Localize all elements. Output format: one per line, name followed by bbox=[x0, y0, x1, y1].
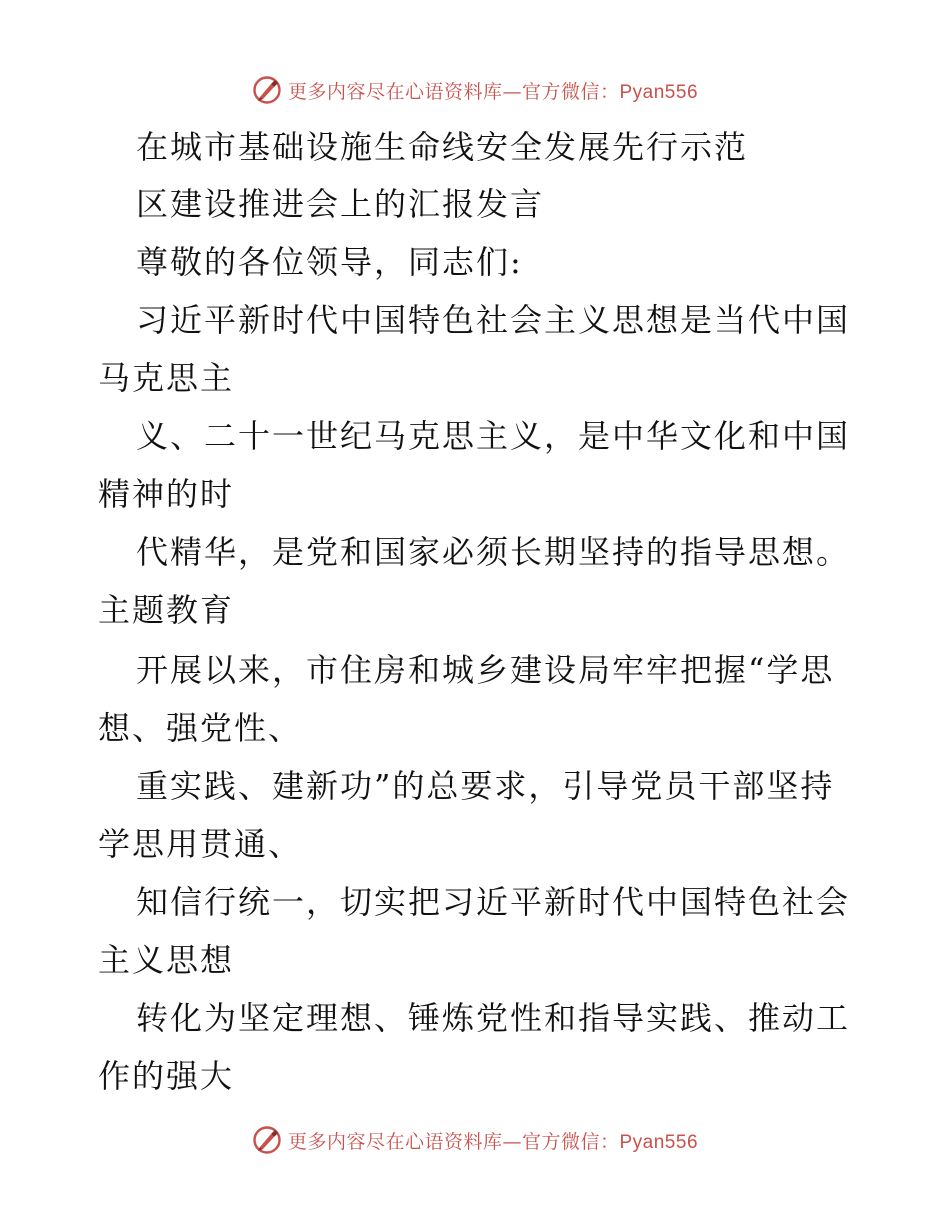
paragraph-line: 马克思主 bbox=[98, 359, 235, 397]
paragraph-line: 转化为坚定理想、锤炼党性和指导实践、推动工 bbox=[136, 999, 851, 1037]
paragraph-line: 习近平新时代中国特色社会主义思想是当代中国 bbox=[136, 301, 851, 339]
watermark-text: 更多内容尽在心语资料库—官方微信：Pyan556 bbox=[287, 80, 699, 103]
header-watermark bbox=[0, 70, 950, 110]
footer-watermark bbox=[0, 1120, 950, 1160]
paragraph-line: 开展以来，市住房和城乡建设局牢牢把握“学思 bbox=[136, 651, 835, 689]
paragraph-line: 主题教育 bbox=[98, 591, 235, 629]
paragraph-line: 主义思想 bbox=[98, 941, 235, 979]
paragraph-line: 义、二十一世纪马克思主义，是中华文化和中国 bbox=[136, 417, 851, 455]
paragraph-line: 精神的时 bbox=[98, 475, 235, 513]
salutation: 尊敬的各位领导，同志们: bbox=[136, 243, 523, 281]
paragraph-line: 知信行统一，切实把习近平新时代中国特色社会 bbox=[136, 883, 851, 921]
paragraph-line: 重实践、建新功”的总要求，引导党员干部坚持 bbox=[136, 767, 835, 805]
paragraph-line: 作的强大 bbox=[98, 1057, 235, 1095]
wechat-id: Pyan556 bbox=[619, 1131, 699, 1153]
title-line-1: 在城市基础设施生命线安全发展先行示范 bbox=[136, 128, 749, 166]
paragraph-line: 学思用贯通、 bbox=[98, 825, 303, 863]
paragraph-line: 代精华，是党和国家必须长期坚持的指导思想。 bbox=[136, 533, 851, 571]
paragraph-line: 想、强党性、 bbox=[98, 709, 303, 747]
pen-logo-icon bbox=[252, 75, 282, 105]
title-line-2: 区建设推进会上的汇报发言 bbox=[136, 185, 545, 223]
pen-logo-icon bbox=[252, 1125, 282, 1155]
watermark-text: 更多内容尽在心语资料库—官方微信：Pyan556 bbox=[287, 1130, 699, 1153]
wechat-id: Pyan556 bbox=[619, 81, 699, 103]
